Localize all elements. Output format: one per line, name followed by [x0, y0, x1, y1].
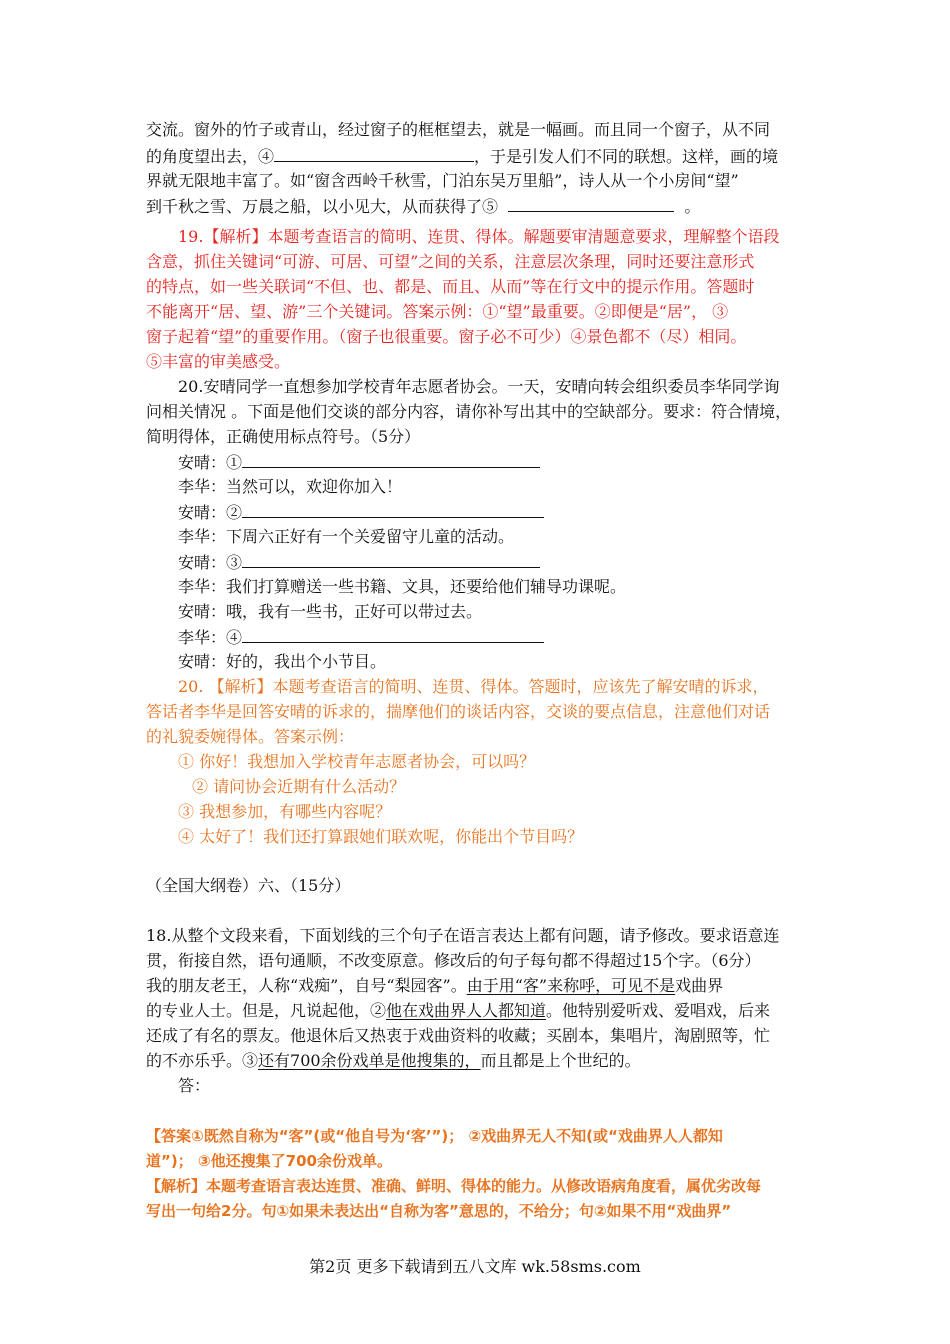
dialogue-line-4: 李华：下周六正好有一个关爱留守儿童的活动。 [178, 527, 515, 546]
dialogue-line-5: 安晴：③ [178, 550, 540, 575]
answer-blank-4[interactable] [274, 144, 474, 162]
analysis19-line-6: ⑤丰富的审美感受。 [146, 352, 291, 371]
answer18-line-2: 道”)； ③他还搜集了700余份戏单。 [146, 1152, 392, 1170]
answer-label: 答： [178, 1076, 211, 1095]
underlined-sentence-1: 由于用“客”来称呼，可见不是 [466, 976, 676, 995]
dialogue-line-8: 李华：④ [178, 625, 544, 650]
underlined-sentence-3: 还有700余份戏单是他搜集的， [258, 1051, 481, 1070]
answer20-3: ③ 我想参加，有哪些内容呢？ [178, 802, 392, 821]
passage18-line-1: 我的朋友老王，人称“戏痴”，自号“梨园客”。由于用“客”来称呼，可见不是戏曲界 [146, 976, 724, 995]
analysis20-line-3: 的礼貌委婉得体。答案示例： [146, 727, 355, 746]
dialogue-line-7: 安晴：哦，我有一些书，正好可以带过去。 [178, 602, 483, 621]
analysis19-line-1: 19.【解析】本题考查语言的简明、连贯、得体。解题要审清题意要求，理解整个语段 [178, 227, 780, 246]
analysis20-line-2: 答话者李华是回答安晴的诉求的，揣摩他们的谈话内容，交谈的要点信息，注意他们对话 [146, 702, 771, 721]
passage18-line-2: 的专业人士。但是，凡说起他，②他在戏曲界人人都知道。他特别爱听戏、爱唱戏，后来 [146, 1001, 771, 1020]
question20-line-1: 20.安晴同学一直想参加学校青年志愿者协会。一天，安晴向转会组织委员李华同学询 [178, 377, 780, 396]
analysis18-line-2: 写出一句给2分。句①如果未表达出“自称为客”意思的，不给分；句②如果不用“戏曲界” [146, 1202, 732, 1220]
dialogue-line-1: 安晴：① [178, 450, 540, 475]
passage19-line-2: 的角度望出去，④ ，于是引发人们不同的联想。这样，画的境 [146, 144, 778, 169]
analysis19-line-2: 含意，抓住关键词“可游、可居、可望”之间的关系，注意层次条理，同时还要注意形式 [146, 252, 755, 271]
analysis19-line-4: 不能离开“居、望、游”三个关键词。答案示例：①“望”最重要。②即便是“居”， ③ [146, 302, 729, 321]
analysis19-line-5: 窗子起着“望”的重要作用。（窗子也很重要。窗子必不可少）④景色都不（尽）相同。 [146, 327, 747, 346]
answer20-4: ④ 太好了！我们还打算跟她们联欢呢，你能出个节目吗？ [178, 827, 584, 846]
question18-line-2: 贯，衔接自然，语句通顺，不改变原意。修改后的句子每句都不得超过15个字。（6分） [146, 951, 761, 970]
dialogue-line-2: 李华：当然可以，欢迎你加入！ [178, 477, 403, 496]
answer18-line-1: 【答案①既然自称为“客”(或“他自号为‘客’”)； ②戏曲界无人不知(或“戏曲界人人都知 [146, 1127, 723, 1145]
underlined-sentence-2: 他在戏曲界人人都知道 [386, 1001, 547, 1020]
passage19-line-3: 界就无限地丰富了。如“窗含西岭千秋雪，门泊东吴万里船”，诗人从一个小房间“望” [146, 171, 739, 190]
dialogue-blank-1[interactable] [242, 450, 540, 468]
dialogue-line-6: 李华：我们打算赠送一些书籍、文具，还要给他们辅导功课呢。 [178, 577, 627, 596]
answer20-1: ① 你好！我想加入学校青年志愿者协会，可以吗？ [178, 752, 536, 771]
analysis20-line-1: 20. 【解析】本题考查语言的简明、连贯、得体。答题时，应该先了解安晴的诉求， [178, 677, 769, 696]
question20-line-3: 简明得体，正确使用标点符号。（5分） [146, 427, 421, 446]
question18-line-1: 18.从整个文段来看，下面划线的三个句子在语言表达上都有问题，请予修改。要求语意连 [146, 926, 780, 945]
answer20-2: ② 请问协会近期有什么活动？ [192, 777, 406, 796]
passage19-line-4: 到千秋之雪、万晨之船，以小见大，从而获得了⑤ 。 [146, 194, 700, 219]
analysis19-line-3: 的特点，如一些关联词“不但、也、都是、而且、从而”等在行文中的提示作用。答题时 [146, 277, 755, 296]
answer-blank-5[interactable] [508, 194, 674, 212]
section-heading: （全国大纲卷）六、（15分） [146, 876, 351, 895]
dialogue-line-9: 安晴：好的，我出个小节目。 [178, 652, 387, 671]
page-footer: 第2页 更多下载请到五八文库 wk.58sms.com [309, 1257, 641, 1276]
dialogue-blank-4[interactable] [242, 625, 544, 643]
dialogue-blank-3[interactable] [242, 550, 540, 568]
analysis18-line-1: 【解析】本题考查语言表达连贯、准确、鲜明、得体的能力。从修改语病角度看，属优劣改每 [146, 1177, 762, 1195]
dialogue-line-3: 安晴：② [178, 500, 544, 525]
dialogue-blank-2[interactable] [242, 500, 544, 518]
passage19-line-1: 交流。窗外的竹子或青山，经过窗子的框框望去，就是一幅画。而且同一个窗子，从不同 [146, 120, 771, 139]
question20-line-2: 问相关情况 。下面是他们交谈的部分内容，请你补写出其中的空缺部分。要求：符合情境， [146, 402, 792, 421]
passage18-line-3: 还成了有名的票友。他退休后又热衷于戏曲资料的收藏；买剧本，集唱片，淘剧照等，忙 [146, 1026, 771, 1045]
passage18-line-4: 的不亦乐乎。③还有700余份戏单是他搜集的，而且都是上个世纪的。 [146, 1051, 641, 1070]
